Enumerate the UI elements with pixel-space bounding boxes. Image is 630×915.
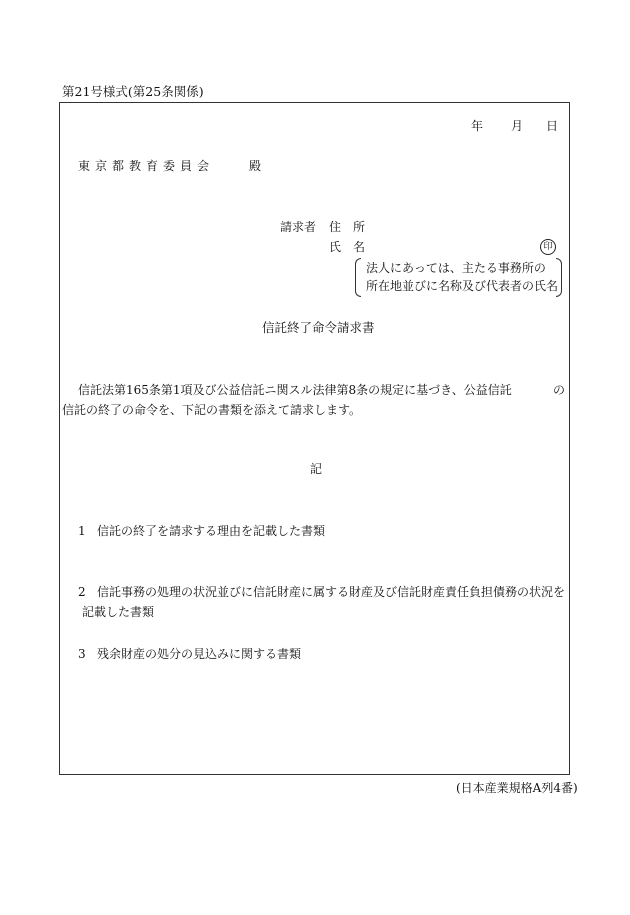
- ki-heading: 記: [310, 462, 323, 476]
- item-number: 1: [78, 524, 86, 538]
- document-title: 信託終了命令請求書: [262, 320, 375, 335]
- date-month: 月: [511, 119, 524, 133]
- corporate-note-bracket: [355, 258, 562, 297]
- bracket-left: [355, 258, 361, 297]
- date-line: [471, 120, 558, 132]
- corporate-note-line1: 法人にあっては、主たる事務所の: [366, 261, 546, 275]
- item-number: 3: [78, 647, 86, 661]
- address-label: 住 所: [329, 220, 366, 234]
- item-text: 信託の終了を請求する理由を記載した書類: [97, 524, 326, 538]
- paper-size-note: (日本産業規格A列4番): [456, 781, 578, 795]
- body-text-line2: 信託の終了の命令を、下記の書類を添えて請求します。: [62, 403, 362, 417]
- form-frame: [59, 102, 570, 775]
- body-text-line1-end: の: [553, 383, 566, 397]
- date-day: 日: [546, 119, 559, 133]
- form-number-label: 第21号様式(第25条関係): [62, 84, 204, 99]
- item-text-continuation: 記載した書類: [82, 605, 155, 619]
- addressee: 東京都教育委員会: [78, 159, 215, 173]
- requester-label: 請求者: [280, 220, 317, 234]
- item-number: 2: [78, 585, 86, 599]
- name-label: 氏 名: [329, 240, 366, 254]
- item-text: 信託事務の処理の状況並びに信託財産に属する財産及び信託財産責任負担債務の状況を: [97, 585, 566, 599]
- item-text: 残余財産の処分の見込みに関する書類: [97, 647, 302, 661]
- bracket-right: [556, 258, 562, 297]
- corporate-note-line2: 所在地並びに名称及び代表者の氏名: [366, 279, 559, 293]
- date-year: 年: [471, 119, 484, 133]
- addressee-honorific: 殿: [249, 159, 262, 173]
- seal-mark: 印: [540, 239, 556, 255]
- body-text-line1: 信託法第165条第1項及び公益信託ニ関スル法律第8条の規定に基づき、公益信託: [78, 383, 512, 397]
